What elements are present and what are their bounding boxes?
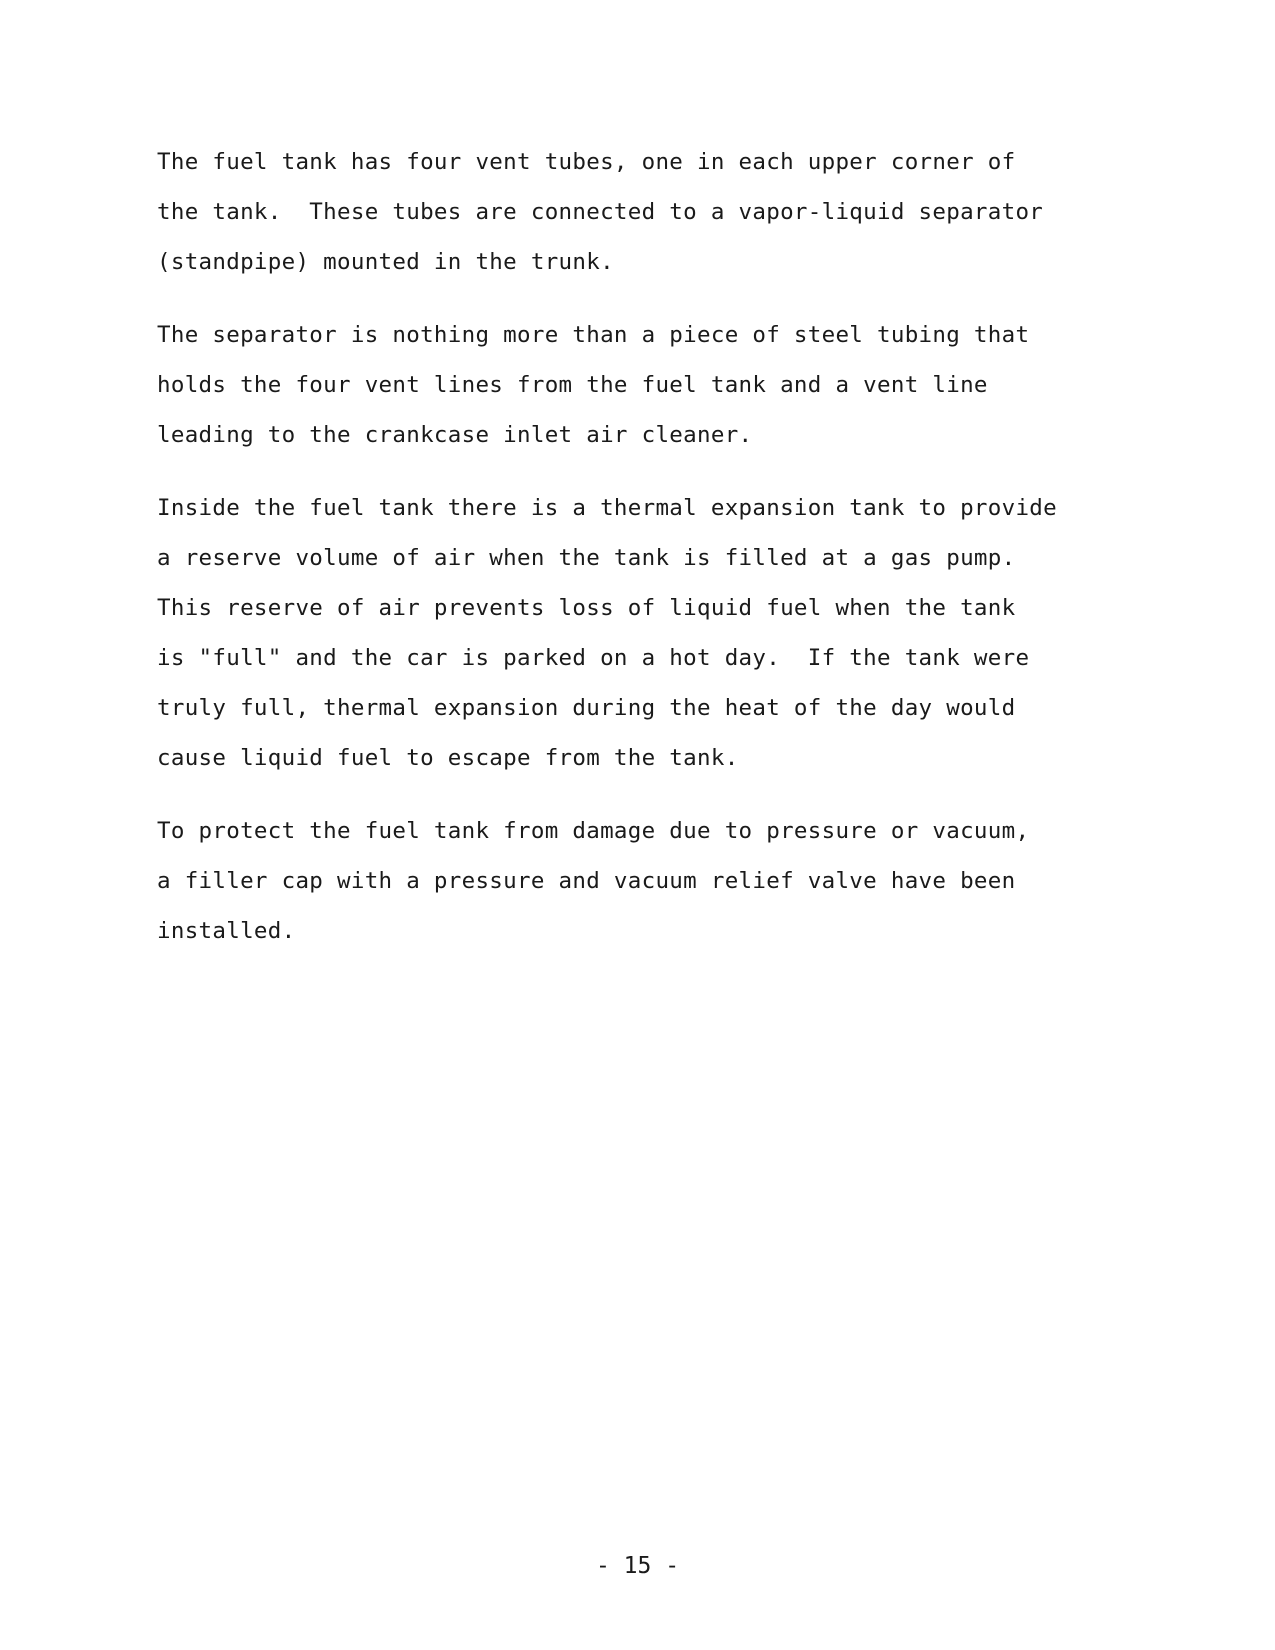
paragraph-separator bbox=[157, 310, 1147, 460]
paragraph-vent-tubes bbox=[157, 137, 1147, 287]
text-line: a filler cap with a pressure and vacuum relief valve have been bbox=[157, 868, 1016, 894]
text-line: To protect the fuel tank from damage due to pressure or vacuum, bbox=[157, 818, 1030, 844]
text-line: (standpipe) mounted in the trunk. bbox=[157, 249, 614, 275]
text-line: is "full" and the car is parked on a hot day. If the tank were bbox=[157, 645, 1030, 671]
text-line: cause liquid fuel to escape from the tank. bbox=[157, 745, 739, 771]
text-line: The separator is nothing more than a piece of steel tubing that bbox=[157, 322, 1030, 348]
body-text bbox=[157, 137, 1147, 979]
text-line: installed. bbox=[157, 918, 296, 944]
text-line: truly full, thermal expansion during the heat of the day would bbox=[157, 695, 1016, 721]
text-line: The fuel tank has four vent tubes, one in each upper corner of bbox=[157, 149, 1016, 175]
text-line: holds the four vent lines from the fuel tank and a vent line bbox=[157, 372, 988, 398]
paragraph-expansion-tank bbox=[157, 483, 1147, 783]
paragraph-filler-cap bbox=[157, 806, 1147, 956]
page-number: - 15 - bbox=[595, 1553, 680, 1579]
text-line: the tank. These tubes are connected to a vapor-liquid separator bbox=[157, 199, 1044, 225]
text-line: Inside the fuel tank there is a thermal expansion tank to provide bbox=[157, 495, 1057, 521]
text-line: This reserve of air prevents loss of liquid fuel when the tank bbox=[157, 595, 1016, 621]
text-line: a reserve volume of air when the tank is filled at a gas pump. bbox=[157, 545, 1016, 571]
text-line: leading to the crankcase inlet air cleaner. bbox=[157, 422, 753, 448]
